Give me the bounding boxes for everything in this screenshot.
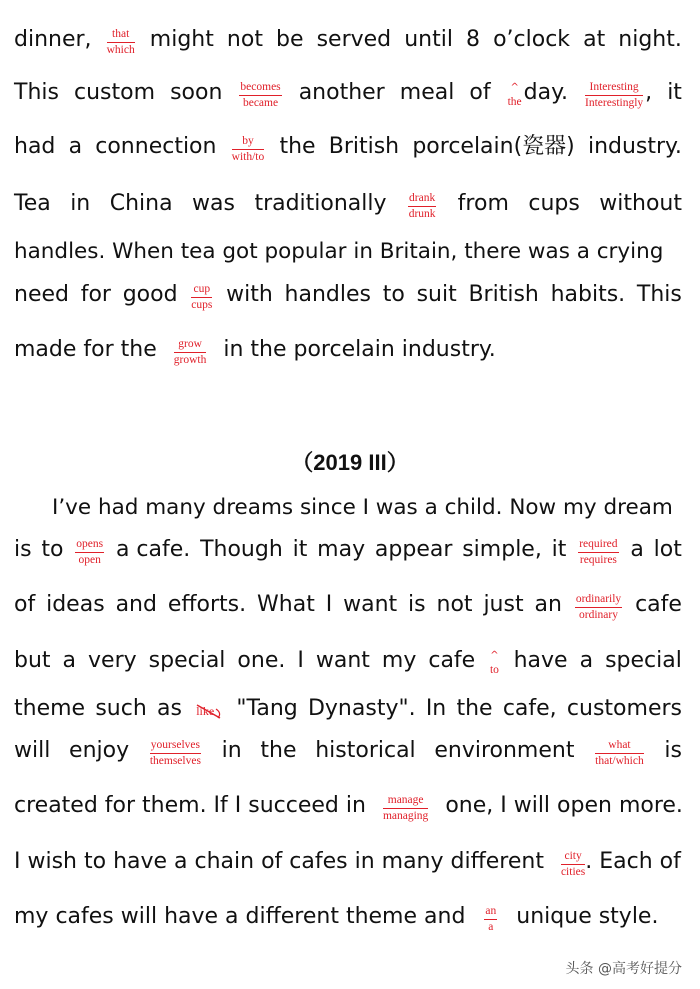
word: it <box>551 537 567 562</box>
word: environment <box>434 738 575 763</box>
watermark: 头条 @高考好提分 <box>565 961 682 977</box>
correction-mark: $\frac{an}{a}$ <box>485 904 497 933</box>
word: was <box>192 191 235 216</box>
word: without <box>599 191 682 216</box>
word: not <box>226 27 263 52</box>
word: meal <box>399 80 455 105</box>
word: China <box>109 191 173 216</box>
word: , <box>645 80 653 105</box>
word: such <box>95 696 147 721</box>
word: until <box>404 27 453 52</box>
word: served <box>316 27 392 52</box>
text-line: handles. When tea got popular in Britain, there was a crying <box>14 239 664 264</box>
word: handles <box>284 282 371 307</box>
word: need <box>14 282 69 307</box>
word: appear <box>374 537 453 562</box>
text-run: . Each of <box>585 849 681 874</box>
word: and <box>115 592 157 617</box>
correction-mark: yourselves themselves <box>149 738 201 767</box>
word: theme <box>14 696 86 721</box>
word: This <box>636 282 682 307</box>
insert-mark: ^ to <box>489 650 499 676</box>
word: to <box>41 537 64 562</box>
text-run: I wish to have a chain of cafes in many different <box>14 849 544 874</box>
correction-mark: opens open <box>76 537 104 566</box>
text-line <box>14 902 682 932</box>
word: in <box>70 191 91 216</box>
word: want <box>315 648 370 673</box>
word: a <box>630 537 644 562</box>
word: custom <box>74 80 156 105</box>
correction-mark: manage managing <box>382 793 429 822</box>
word: cafe, <box>502 696 557 721</box>
word: In <box>425 696 447 721</box>
word: efforts. <box>167 592 247 617</box>
word: it <box>667 80 682 105</box>
correction-mark: grow growth <box>173 337 207 366</box>
word: a cafe. <box>115 537 191 562</box>
word: I <box>297 648 304 673</box>
word: will <box>14 738 51 763</box>
word: simple, <box>462 537 542 562</box>
text-run: in the porcelain industry. <box>223 337 496 362</box>
word: the <box>456 696 493 721</box>
word: 8 <box>466 27 481 52</box>
word: may <box>317 537 366 562</box>
word: of <box>469 80 491 105</box>
word: is <box>408 592 426 617</box>
correction-mark: becomes became <box>240 80 281 109</box>
correction-mark: required requires <box>579 537 618 566</box>
word: my <box>381 648 417 673</box>
word: not <box>436 592 473 617</box>
text-line: I’ve had many dreams since I was a child. Now my dream <box>52 495 673 520</box>
word: cafe <box>635 592 682 617</box>
word: Though <box>200 537 283 562</box>
word: might <box>149 27 214 52</box>
word: very <box>88 648 137 673</box>
word: cups <box>528 191 580 216</box>
word: dinner, <box>14 27 92 52</box>
word: lot <box>653 537 682 562</box>
word: day. <box>523 80 568 105</box>
word: Tea <box>14 191 51 216</box>
word: British <box>328 134 400 159</box>
text-line <box>14 25 682 55</box>
text-line <box>14 535 682 565</box>
word: is <box>14 537 32 562</box>
word: be <box>276 27 304 52</box>
word: it <box>292 537 308 562</box>
word: in <box>221 738 242 763</box>
word: "Tang <box>236 696 298 721</box>
word: traditionally <box>254 191 387 216</box>
word: night. <box>618 27 682 52</box>
correction-mark: drank drunk <box>408 191 436 220</box>
word: is <box>664 738 682 763</box>
text-line <box>14 646 682 676</box>
text-line <box>14 847 682 877</box>
text-line <box>14 590 682 620</box>
word: one. <box>237 648 286 673</box>
correction-mark: Interesting Interestingly <box>585 80 644 109</box>
word: the <box>260 738 297 763</box>
word: Dynasty". <box>307 696 416 721</box>
word: of <box>14 592 36 617</box>
text-run: unique style. <box>516 904 659 929</box>
word: suit <box>416 282 457 307</box>
word: for <box>80 282 111 307</box>
word: What <box>257 592 315 617</box>
text-run: my cafes will have a different theme and <box>14 904 466 929</box>
word: with <box>226 282 273 307</box>
word: as <box>157 696 182 721</box>
word: o’clock <box>493 27 571 52</box>
correction-mark: what that/which <box>595 738 644 767</box>
word: enjoy <box>69 738 130 763</box>
word: a <box>579 648 594 673</box>
word: to <box>382 282 405 307</box>
text-line <box>14 335 682 365</box>
word: habits. <box>550 282 626 307</box>
correction-mark: cup cups <box>191 282 213 311</box>
word: a <box>62 648 77 673</box>
word: industry. <box>587 134 682 159</box>
word: at <box>583 27 606 52</box>
correction-mark: city cities <box>560 849 586 878</box>
text-run: one, I will open more. <box>445 793 683 818</box>
word: special <box>148 648 226 673</box>
text-line <box>14 189 682 219</box>
word: customers <box>566 696 682 721</box>
word: just <box>483 592 524 617</box>
word: another <box>298 80 385 105</box>
text-run: created for them. If I succeed in <box>14 793 366 818</box>
word: from <box>457 191 509 216</box>
text-line <box>14 736 682 766</box>
word: historical <box>315 738 416 763</box>
text-line <box>14 791 682 821</box>
word: porcelain(瓷器) <box>412 134 575 159</box>
text-run: made for the <box>14 337 157 362</box>
text-line <box>14 280 682 310</box>
word: cafe <box>428 648 476 673</box>
word: special <box>605 648 682 673</box>
correction-mark: by with/to <box>231 134 265 163</box>
word: have <box>513 648 568 673</box>
text-line <box>14 694 682 724</box>
word: soon <box>170 80 223 105</box>
section-heading: （2019 III） <box>291 450 409 475</box>
insert-mark: ^ the <box>507 82 522 108</box>
deletion-mark: like <box>194 701 224 721</box>
word: a <box>68 134 83 159</box>
text-line <box>14 78 682 108</box>
text-line <box>14 132 682 162</box>
word: good <box>122 282 178 307</box>
word: This <box>14 80 59 105</box>
word: I <box>325 592 333 617</box>
word: an <box>534 592 562 617</box>
word: but <box>14 648 51 673</box>
word: want <box>343 592 398 617</box>
correction-mark: ordinarily ordinary <box>575 592 622 621</box>
word: connection <box>95 134 217 159</box>
word: the <box>279 134 316 159</box>
word: British <box>468 282 539 307</box>
correction-mark: that which <box>106 27 135 56</box>
word: had <box>14 134 56 159</box>
word: ideas <box>46 592 105 617</box>
